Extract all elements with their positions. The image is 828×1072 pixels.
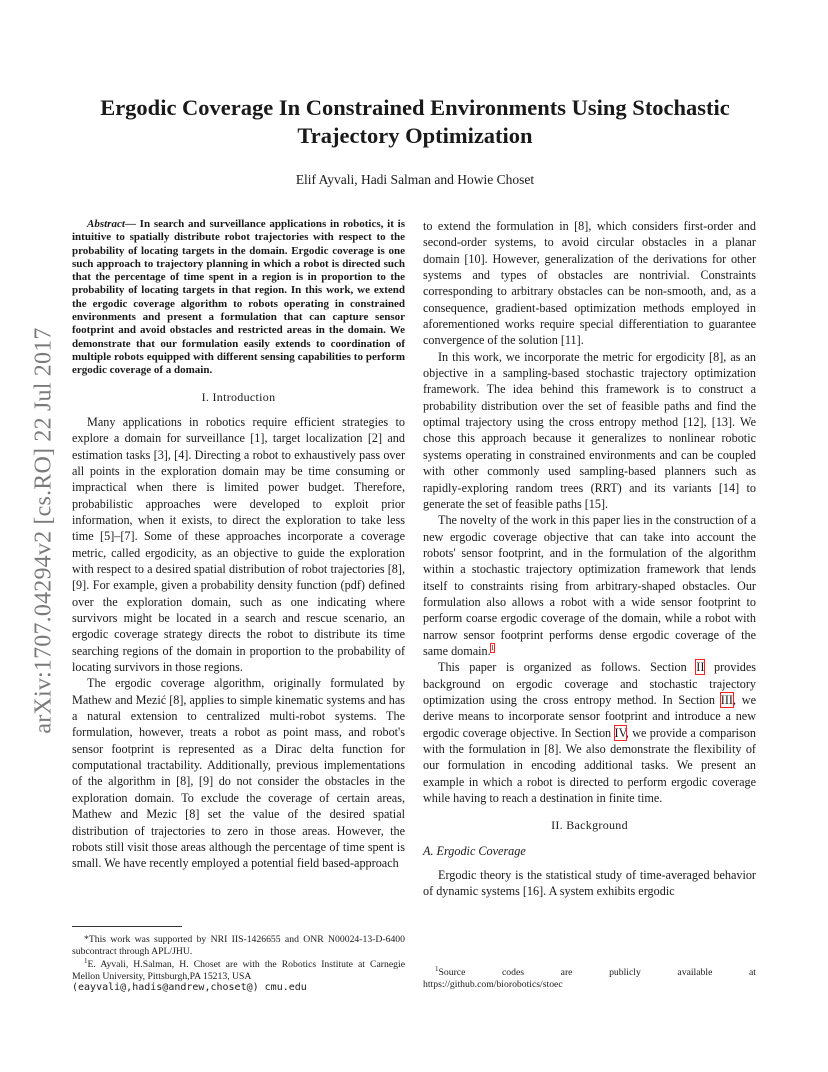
source-word-2: codes bbox=[502, 967, 525, 978]
section-link-iii[interactable]: III bbox=[720, 692, 733, 707]
section-link-iv[interactable]: IV bbox=[614, 725, 626, 740]
arxiv-identifier bbox=[24, 295, 64, 765]
left-footnotes bbox=[72, 934, 405, 996]
source-word-3: are bbox=[560, 967, 573, 978]
affiliation-text: E. Ayvali, H.Salman, H. Choset are with the Robotics Institute at Carnegie Mellon University, Pittsburgh,PA 15213, USA bbox=[72, 959, 405, 982]
organization-text-a: This paper is organized as follows. Section bbox=[438, 660, 697, 675]
intro-paragraph-6 bbox=[423, 659, 756, 806]
source-word-5: available bbox=[677, 967, 713, 978]
footnote-rule bbox=[72, 926, 182, 927]
abstract-label: Abstract bbox=[87, 218, 125, 230]
source-footnote-line bbox=[423, 964, 756, 979]
affiliation-footnote bbox=[72, 956, 405, 994]
abstract-dash: — bbox=[124, 218, 140, 230]
intro-paragraph-2: The ergodic coverage algorithm, originally formulated by Mathew and Mezić [8], applies to simple kinematic systems and has a natural extension to centralized multi-robot systems. The formulation, however, treats a robot as point mass, and robot's sensor footprint is represented as a Dirac delta function for computational tractability. Additionally, previous implementations of the algorithm in [8], [9] do not consider the obstacles in the exploration domain. To exclude the coverage of certain areas, Mathew and Mezic [8] set the value of the desired spatial distribution of trajectories to zero in those areas. However, the robots still visit those areas although the percentage of time spent is small. We have recently employed a potential field based-approach bbox=[72, 676, 405, 871]
funding-footnote: *This work was supported by NRI IIS-1426655 and ONR N00024-13-D-6400 subcontract through APL/JHU. bbox=[72, 934, 405, 957]
source-word-1: $^1$Source bbox=[435, 964, 466, 978]
novelty-text: The novelty of the work in this paper lies in the construction of a new ergodic coverage objective that can take into account the robots' sensor footprint, and in the formulation of the algorithm within a stochastic trajectory optimization framework that lends itself to constraints rising from arbitrary-shaped obstacles. Our formulation also allows a robot with a wide sensor footprint to perform coarse ergodic coverage of the domain, while a robot with narrow sensor footprint performs dense ergodic coverage of the same domain. bbox=[423, 513, 756, 658]
left-column bbox=[72, 218, 405, 872]
section-heading-background: II. Background bbox=[551, 818, 628, 833]
intro-paragraph-4: In this work, we incorporate the metric for ergodicity [8], as an objective in a sampling-based stochastic trajectory optimization framework. The idea behind this framework is to construct a probability distribution over the set of feasible paths and find the optimal trajectory using the cross entropy method [12], [13]. We chose this approach because it generalizes to nonlinear robotic systems operating in constrained environments and can be coupled with other commonly used sampling-based planners such as rapidly-exploring random trees (RRT) and its variants [14] to generate the set of feasible paths [15]. bbox=[423, 349, 756, 511]
intro-paragraph-5 bbox=[423, 512, 756, 659]
source-word-6: at bbox=[748, 967, 756, 978]
background-paragraph-1: Ergodic theory is the statistical study of time-averaged behavior of dynamic systems [16]. A system exhibits ergodic bbox=[423, 868, 756, 899]
intro-paragraph-1: Many applications in robotics require efficient strategies to explore a domain for surveillance [1], target localization [2] and estimation tasks [3], [4]. Directing a robot to exhaustively pass over all points in the exploration domain may be time consuming or impractical when there is limited power budget. Therefore, probabilistic approaches were developed to exploit prior information, when it exists, to direct the exploration to take less time [5]–[7]. Some of these approaches incorporate a coverage metric, called ergodicity, as an objective to guide the exploration with respect to a desired spatial distribution of robot trajectories [8], [9]. For example, given a probability density function (pdf) defined over the exploration domain, such as one indicating where survivors might be located in a search and rescue scenario, an ergodic coverage strategy directs the robot to distribute its time searching regions of the domain in proportion to the probability of locating survivors in those regions. bbox=[72, 414, 405, 675]
arxiv-identifier-text: arXiv:1707.04294v2 [cs.RO] 22 Jul 2017 bbox=[30, 326, 57, 734]
source-mark: 1 bbox=[435, 964, 439, 973]
title-line-2: Trajectory Optimization bbox=[297, 123, 533, 148]
organization-text-c: , we derive means to incorporate sensor footprint and introduce a new ergodic coverage objective. In Section bbox=[423, 692, 756, 740]
right-column bbox=[423, 218, 756, 900]
section-heading-introduction: I. Introduction bbox=[201, 389, 276, 404]
section-link-ii[interactable]: II bbox=[696, 660, 705, 675]
abstract-text: In search and surveillance applications in robotics, it is intuitive to spatially distribute robot trajectories with respect to the probability of locating targets in the domain. Ergodic coverage is one such approach to trajectory planning in which a robot is directed such that the percentage of time spent in a region is in proportion to the probability of locating targets in that region. In this work, we extend the ergodic coverage algorithm to robots operating in constrained environments and present a formulation that can capture sensor footprint and avoid obstacles and restricted areas in the domain. We demonstrate that our formulation easily extends to coordination of multiple robots equipped with different sensing capabilities to perform ergodic coverage of a domain. bbox=[72, 218, 405, 377]
source-code-url[interactable]: https://github.com/biorobotics/stoec bbox=[423, 978, 563, 990]
abstract bbox=[72, 218, 405, 378]
title-line-1: Ergodic Coverage In Constrained Environments Using Stochastic bbox=[100, 95, 730, 120]
affiliation-mark: 1 bbox=[84, 956, 88, 965]
author-emails: (eayvali@,hadis@andrew,choset@) cmu.edu bbox=[72, 982, 307, 994]
footnote-link-1[interactable]: 1 bbox=[490, 643, 495, 652]
paper-authors: Elif Ayvali, Hadi Salman and Howie Choset bbox=[295, 172, 535, 187]
source-code-footnote bbox=[423, 964, 756, 990]
intro-paragraph-3: to extend the formulation in [8], which considers first-order and second-order systems, to avoid circular obstacles in a planar domain [10]. However, generalization of the derivations for other systems and types of obstacles are nontrivial. Constraints corresponding to arbitrary obstacles can be non-smooth, and, as a consequence, gradient-based optimization methods employed in aforementioned works require special differentiation to guarantee convergence of the solution [11]. bbox=[423, 219, 756, 348]
organization-text-d: , we provide a comparison with the formulation in [8]. We also demonstrate the flexibility of our formulation in encoding additional tasks. We present an example in which a robot is directed to perform ergodic coverage while having to reach a destination in finite time. bbox=[423, 725, 756, 806]
source-word-4: publicly bbox=[609, 967, 641, 978]
subsection-heading-ergodic-coverage: A. Ergodic Coverage bbox=[423, 843, 526, 858]
organization-text-b: provides background on ergodic coverage and stochastic trajectory optimization using the cross entropy method. In Section bbox=[423, 660, 756, 707]
paper-title bbox=[80, 94, 750, 150]
